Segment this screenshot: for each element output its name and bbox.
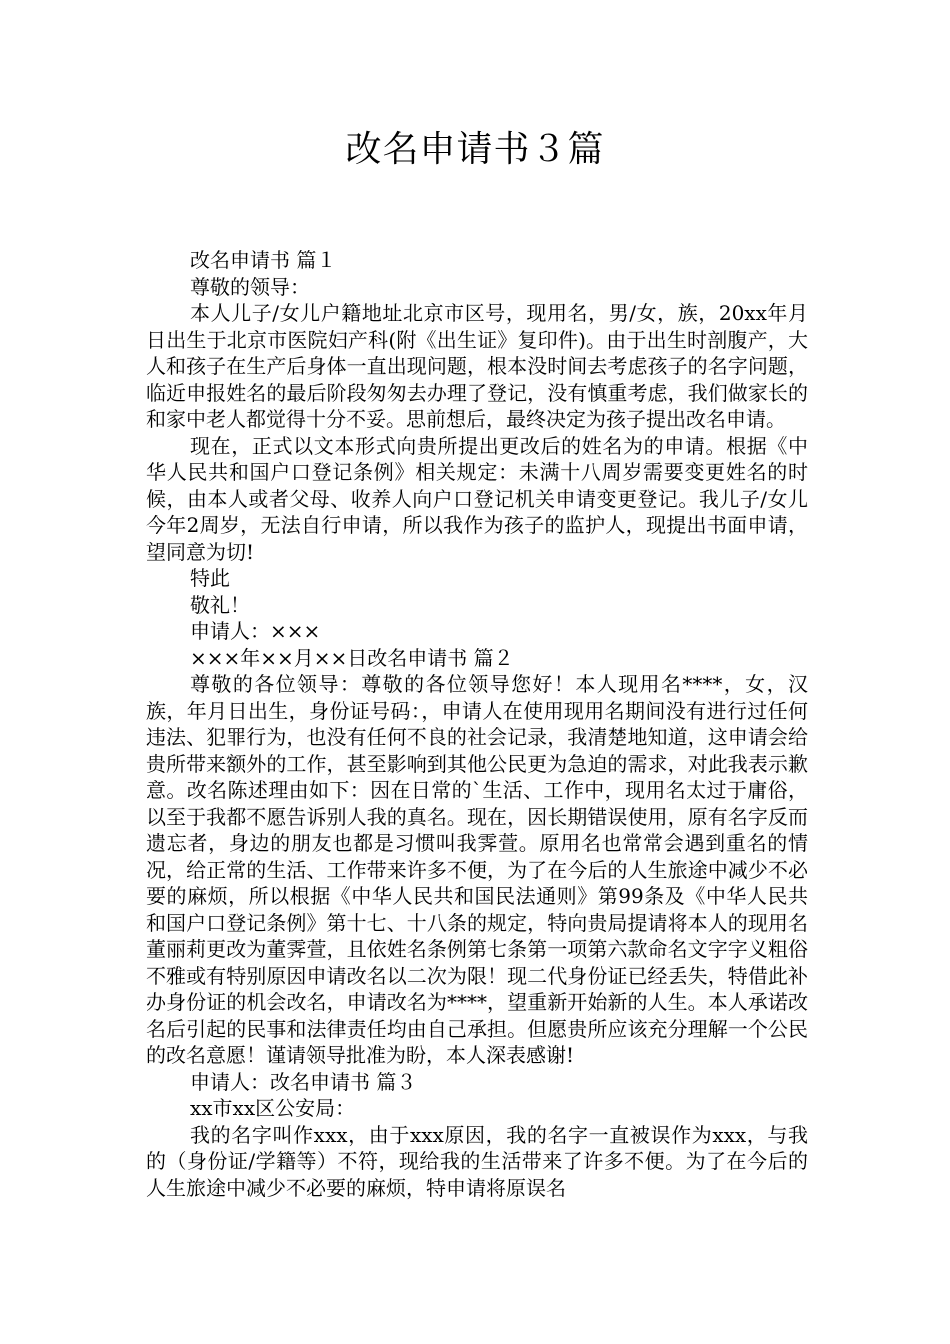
paragraph: 尊敬的各位领导：尊敬的各位领导您好！本人现用名****，女，汉族，年月日出生，身份证号码：，申请人在使用现用名期间没有进行过任何违法、犯罪行为，也没有任何不良的社会记录，我清楚地知道，这申请会给贵所带来额外的工作，甚至影响到其他公民更为急迫的需求，对此我表示歉意。改名陈述理由如下：因在日常的`生活、工作中，现用名太过于庸俗，以至于我都不愿告诉别人我的真名。现在，因长期错误使用，原有名字反而遗忘者，身边的朋友也都是习惯叫我霁萱。原用名也常常会遇到重名的情况，给正常的生活、工作带来许多不便，为了在今后的人生旅途中减少不必要的麻烦，所以根据《中华人民共和国民法通则》第99条及《中华人民共和国户口登记条例》第十七、十八条的规定，特向贵局提请将本人的现用名董丽莉更改为董霁萱，且依姓名条例第七条第一项第六款命名文字字义粗俗不雅或有特别原因申请改名以二次为限！现二代身份证已经丢失，特借此补办身份证的机会改名，申请改名为****，望重新开始新的人生。本人承诺改名后引起的民事和法律责任均由自己承担。但愿贵所应该充分理解一个公民的改名意愿！谨请领导批准为盼，本人深表感谢! <box>146 672 808 1067</box>
section-heading-1: 改名申请书 篇１ <box>190 248 337 272</box>
closing-line: 特此 <box>190 566 230 590</box>
document-title: 改名申请书３篇 <box>345 129 605 170</box>
applicant-line: 申请人：××× <box>190 619 321 643</box>
paragraph: 本人儿子/女儿户籍地址北京市区号，现用名，男/女，族，20xx年月日出生于北京市医院妇产科(附《出生证》复印件)。由于出生时剖腹产，大人和孩子在生产后身体一直出现问题，根本没时间去考虑孩子的名字问题，临近申报姓名的最后阶段匆匆去办理了登记，没有慎重考虑，我们做家长的和家中老人都觉得十分不妥。思前想后，最终决定为孩子提出改名申请。 <box>146 301 808 431</box>
paragraph: 现在，正式以文本形式向贵所提出更改后的姓名为的申请。根据《中华人民共和国户口登记条例》相关规定：未满十八周岁需要变更姓名的时候，由本人或者父母、收养人向户口登记机关申请变更登记。我儿子/女儿今年2周岁，无法自行申请，所以我作为孩子的监护人，现提出书面申请，望同意为切! <box>146 433 808 564</box>
salutation: 尊敬的领导： <box>190 274 310 299</box>
addressee: xx市xx区公安局： <box>190 1096 356 1120</box>
date-and-heading-2: ×××年××月××日改名申请书 篇２ <box>190 645 514 670</box>
closing-line: 敬礼！ <box>190 592 250 617</box>
applicant-and-heading-3: 申请人：改名申请书 篇３ <box>190 1069 417 1094</box>
paragraph: 我的名字叫作xxx，由于xxx原因，我的名字一直被误作为xxx，与我的（身份证/学籍等）不符，现给我的生活带来了许多不便。为了在今后的人生旅途中减少不必要的麻烦，特申请将原误名 <box>146 1122 808 1200</box>
document-body <box>146 247 808 1201</box>
